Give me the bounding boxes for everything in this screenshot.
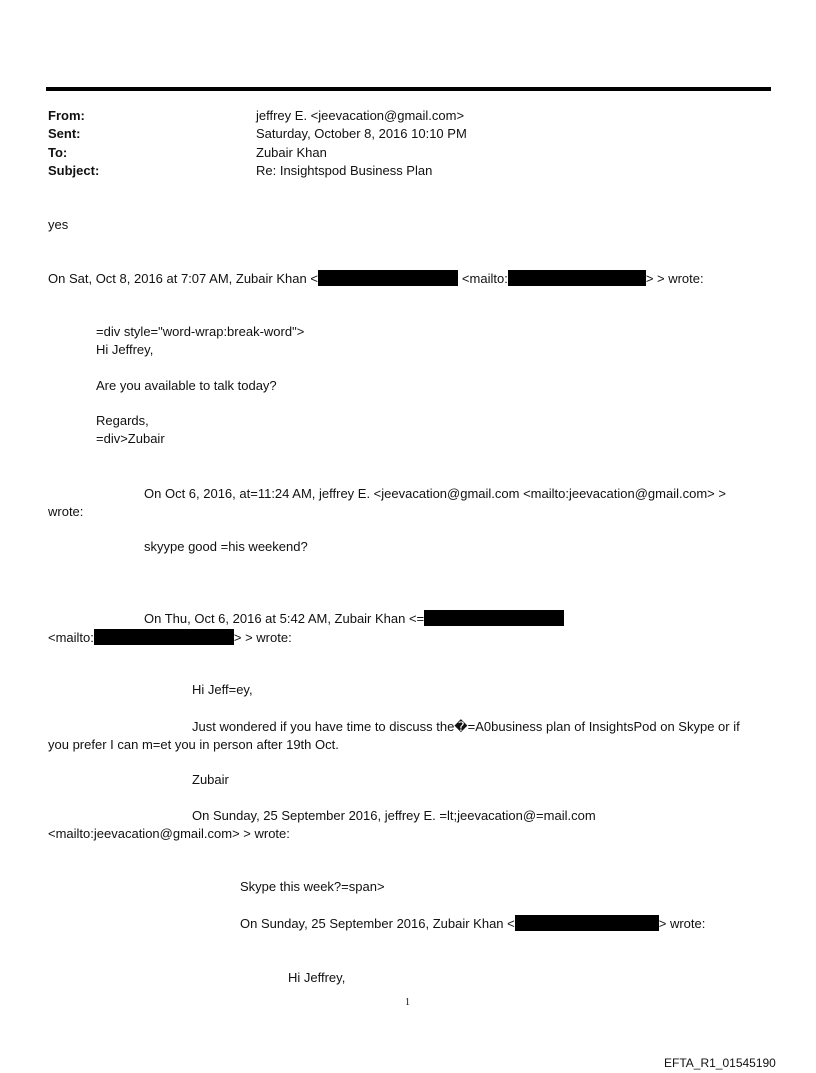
quote-header-2-line-1: On Oct 6, 2016, at=11:24 AM, jeffrey E. <jeevacation@gmail.com <mailto:jeevacation@gmail.com> > bbox=[144, 486, 726, 501]
redaction-box bbox=[318, 270, 458, 286]
msg1-line-1: =div style="word-wrap:break-word"> bbox=[96, 324, 305, 339]
subject-value: Re: Insightspod Business Plan bbox=[256, 163, 433, 178]
quote-header-4-line-2: <mailto:jeevacation@gmail.com> > wrote: bbox=[48, 826, 290, 841]
redaction-box bbox=[508, 270, 646, 286]
page-number: 1 bbox=[405, 997, 410, 1008]
quote-5-wrote: > wrote: bbox=[658, 916, 706, 931]
reply-text: yes bbox=[48, 217, 69, 232]
quote-1-mailto: <mailto: bbox=[461, 271, 508, 286]
to-label: To: bbox=[48, 145, 68, 160]
quote-1-wrote: > > wrote: bbox=[645, 271, 704, 286]
msg3-line-1: Just wondered if you have time to discuss the�=A0business plan of InsightsPod on Skype or if bbox=[192, 719, 740, 734]
sent-value: Saturday, October 8, 2016 10:10 PM bbox=[256, 126, 467, 141]
to-value: Zubair Khan bbox=[256, 145, 327, 160]
bates-number: EFTA_R1_01545190 bbox=[664, 1056, 776, 1070]
header-rule bbox=[46, 87, 771, 91]
msg4-line: Skype this week?=span> bbox=[240, 879, 385, 894]
msg1-line-4: Regards, bbox=[96, 413, 149, 428]
quote-header-3-line-2 bbox=[48, 629, 292, 646]
msg1-line-2: Hi Jeffrey, bbox=[96, 342, 154, 357]
redaction-box bbox=[94, 629, 234, 645]
msg2-line: skyype good =his weekend? bbox=[144, 539, 308, 554]
msg5-line: Hi Jeffrey, bbox=[288, 970, 346, 985]
msg3-signature: Zubair bbox=[192, 772, 229, 787]
quote-header-2-line-2: wrote: bbox=[48, 504, 84, 519]
msg1-line-5: =div>Zubair bbox=[96, 431, 165, 446]
quote-5-intro: On Sunday, 25 September 2016, Zubair Khan < bbox=[240, 916, 515, 931]
msg1-line-3: Are you available to talk today? bbox=[96, 378, 277, 393]
quote-3-wrote: > > wrote: bbox=[233, 630, 292, 645]
subject-label: Subject: bbox=[48, 163, 100, 178]
quote-header-1 bbox=[48, 270, 704, 287]
quote-header-3-line-1 bbox=[144, 610, 564, 627]
quote-header-4-line-1: On Sunday, 25 September 2016, jeffrey E. =lt;jeevacation@=mail.com bbox=[192, 808, 596, 823]
quote-3-mailto: <mailto: bbox=[48, 630, 94, 645]
from-label: From: bbox=[48, 108, 85, 123]
quote-3-intro: On Thu, Oct 6, 2016 at 5:42 AM, Zubair Khan <= bbox=[144, 611, 425, 626]
sent-label: Sent: bbox=[48, 126, 81, 141]
quote-header-5 bbox=[240, 915, 705, 932]
msg3-greeting: Hi Jeff=ey, bbox=[192, 682, 253, 697]
redaction-box bbox=[424, 610, 564, 626]
from-value: jeffrey E. <jeevacation@gmail.com> bbox=[256, 108, 465, 123]
msg3-line-2: you prefer I can m=et you in person after 19th Oct. bbox=[48, 737, 339, 752]
redaction-box bbox=[515, 915, 659, 931]
quote-1-intro: On Sat, Oct 8, 2016 at 7:07 AM, Zubair Khan < bbox=[48, 271, 318, 286]
